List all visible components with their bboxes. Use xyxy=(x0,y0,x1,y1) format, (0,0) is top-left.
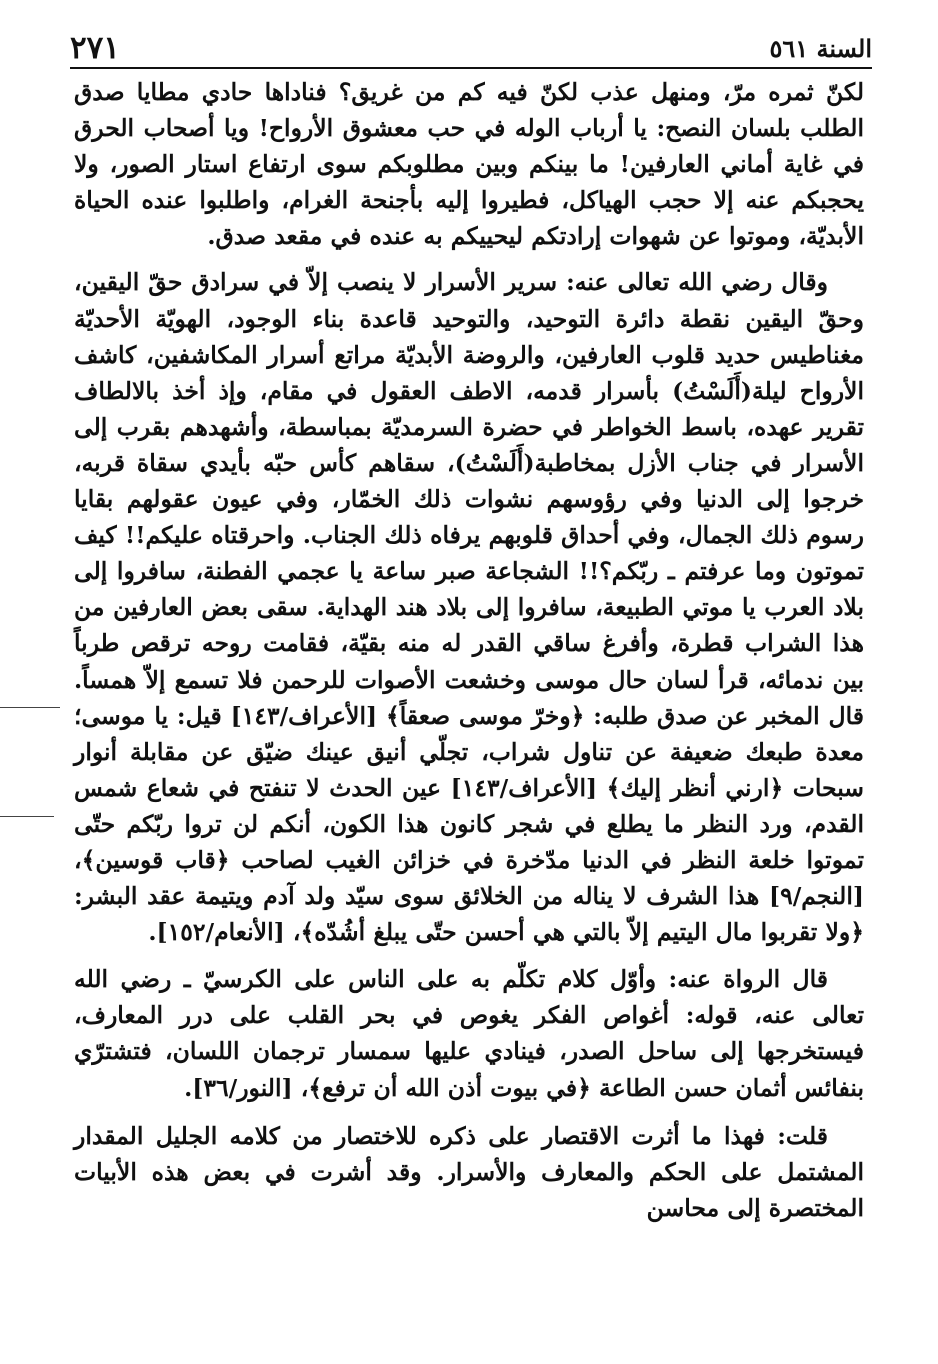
paragraph: لكنّ ثمره مرّ، ومنهل عذب لكنّ فيه كم من غريق؟ فناداها حادي مطايا صدق الطلب بلسان النصح: يا أرباب الوله في حب معشوق الأرواح! ويا أصحاب الحرق في غاية أماني العارفين! ما بينكم وبين مطلوبكم سوى ارتفاع استار الصور، ولا يحجبكم عنه إلا حجب الهياكل، فطيروا إليه بأجنحة الغرام، واطلبوا عنده الحياة الأبديّة، وموتوا عن شهوات إرادتكم ليحييكم به عنده في مقعد صدق. xyxy=(74,78,864,251)
running-head: السنة ٥٦١ xyxy=(769,34,872,63)
margin-mark xyxy=(0,816,54,817)
header-rule xyxy=(70,67,872,69)
body-text xyxy=(74,74,864,1226)
paragraph: قال الرواة عنه: وأوّل كلام تكلّم به على الناس على الكرسيّ ـ رضي الله تعالى عنه، قوله: أغواص الفكر يغوص في بحر القلب على درر المعارف، فيستخرجها إلى ساحل الصدر، فينادي عليها سمسار ترجمان اللسان، فتشترّي بنفائس أثمان حسن الطاعة ﴿في بيوت أذن الله أن ترفع﴾، [النور/٣٦]. xyxy=(74,965,864,1102)
paragraph: قلت: فهذا ما أثرت الاقتصار على ذكره للاختصار من كلامه الجليل المقدار المشتمل على الحكم والمعارف والأسرار. وقد أشرت في بعض هذه الأبيات المختصرة إلى محاسن xyxy=(74,1121,864,1222)
page-header xyxy=(70,28,872,72)
margin-mark xyxy=(0,707,60,708)
paragraph: وقال رضي الله تعالى عنه: سرير الأسرار لا ينصب إلاّ في سرادق حقّ اليقين، وحقّ اليقين نقطة دائرة التوحيد، والتوحيد قاعدة بناء الوجود، الهويّة الأحديّة مغناطيس حديد قلوب العارفين، والروضة الأبديّة مراتع أسرار المكاشفين، كاشف الأرواح ليلة(أَلَسْتُ) بأسرار قدمه، الاطف العقول في مقام، وإذ أخذ بالالطاف تقرير عهده، باسط الخواطر في حضرة السرمديّة بمباسطة، وأشهدهم بقرب إلى الأسرار في جناب الأزل بمخاطبة(أَلَسْتُ)، سقاهم كأس حبّه بأيدي سقاة قربه، خرجوا إلى الدنيا وفي رؤوسهم نشوات ذلك الخمّار، وفي عيون عقولهم بقايا رسوم ذلك الجمال، وفي أحداق قلوبهم يرفاه ذلك الجناب. واحرقتاه عليكم!! كيف تموتون وما عرفتم ـ ربّكم؟!! الشجاعة صبر ساعة يا عجمي الفطنة، سافروا إلى بلاد العرب يا موتي الطبيعة، سافروا إلى بلاد هند الهداية. سقى بعض العارفين من هذا الشراب قطرة، وأفرغ ساقي القدر له منه بقيّة، فقامت روحه ترقص طرباً بين ندمائه، قرأ لسان حال موسى وخشعت الأصوات للرحمن فلا تسمع إلاّ همساً. قال المخبر عن صدق طلبه: ﴿وخرّ موسى صعقاً﴾ [الأعراف/١٤٣] قيل: يا موسى؛ معدة طبعك ضعيفة عن تناول شراب، تجلّي أنيق عينك ضيّق عن مقابلة أنوار سبحات ﴿ارني أنظر إليك﴾ [الأعراف/١٤٣] عين الحدث لا تنفتح في شعاع شمس القدم، ورد النظر ما يطلع في شجر كانون هذا الكون، أنكم لن تروا ربّكم حتّى تموتوا خلعة النظر في الدنيا مدّخرة في خزائن الغيب لصاحب ﴿قاب قوسين﴾، [النجم/٩] هذا الشرف لا يناله من الخلائق سوى سيّد ولد آدم ويتيمة عقد البشر: ﴿ولا تقربوا مال اليتيم إلاّ بالتي هي أحسن حتّى يبلغ أشُدّه﴾، [الأنعام/١٥٢]. xyxy=(74,268,864,947)
page-number: ٢٧١ xyxy=(70,30,120,66)
